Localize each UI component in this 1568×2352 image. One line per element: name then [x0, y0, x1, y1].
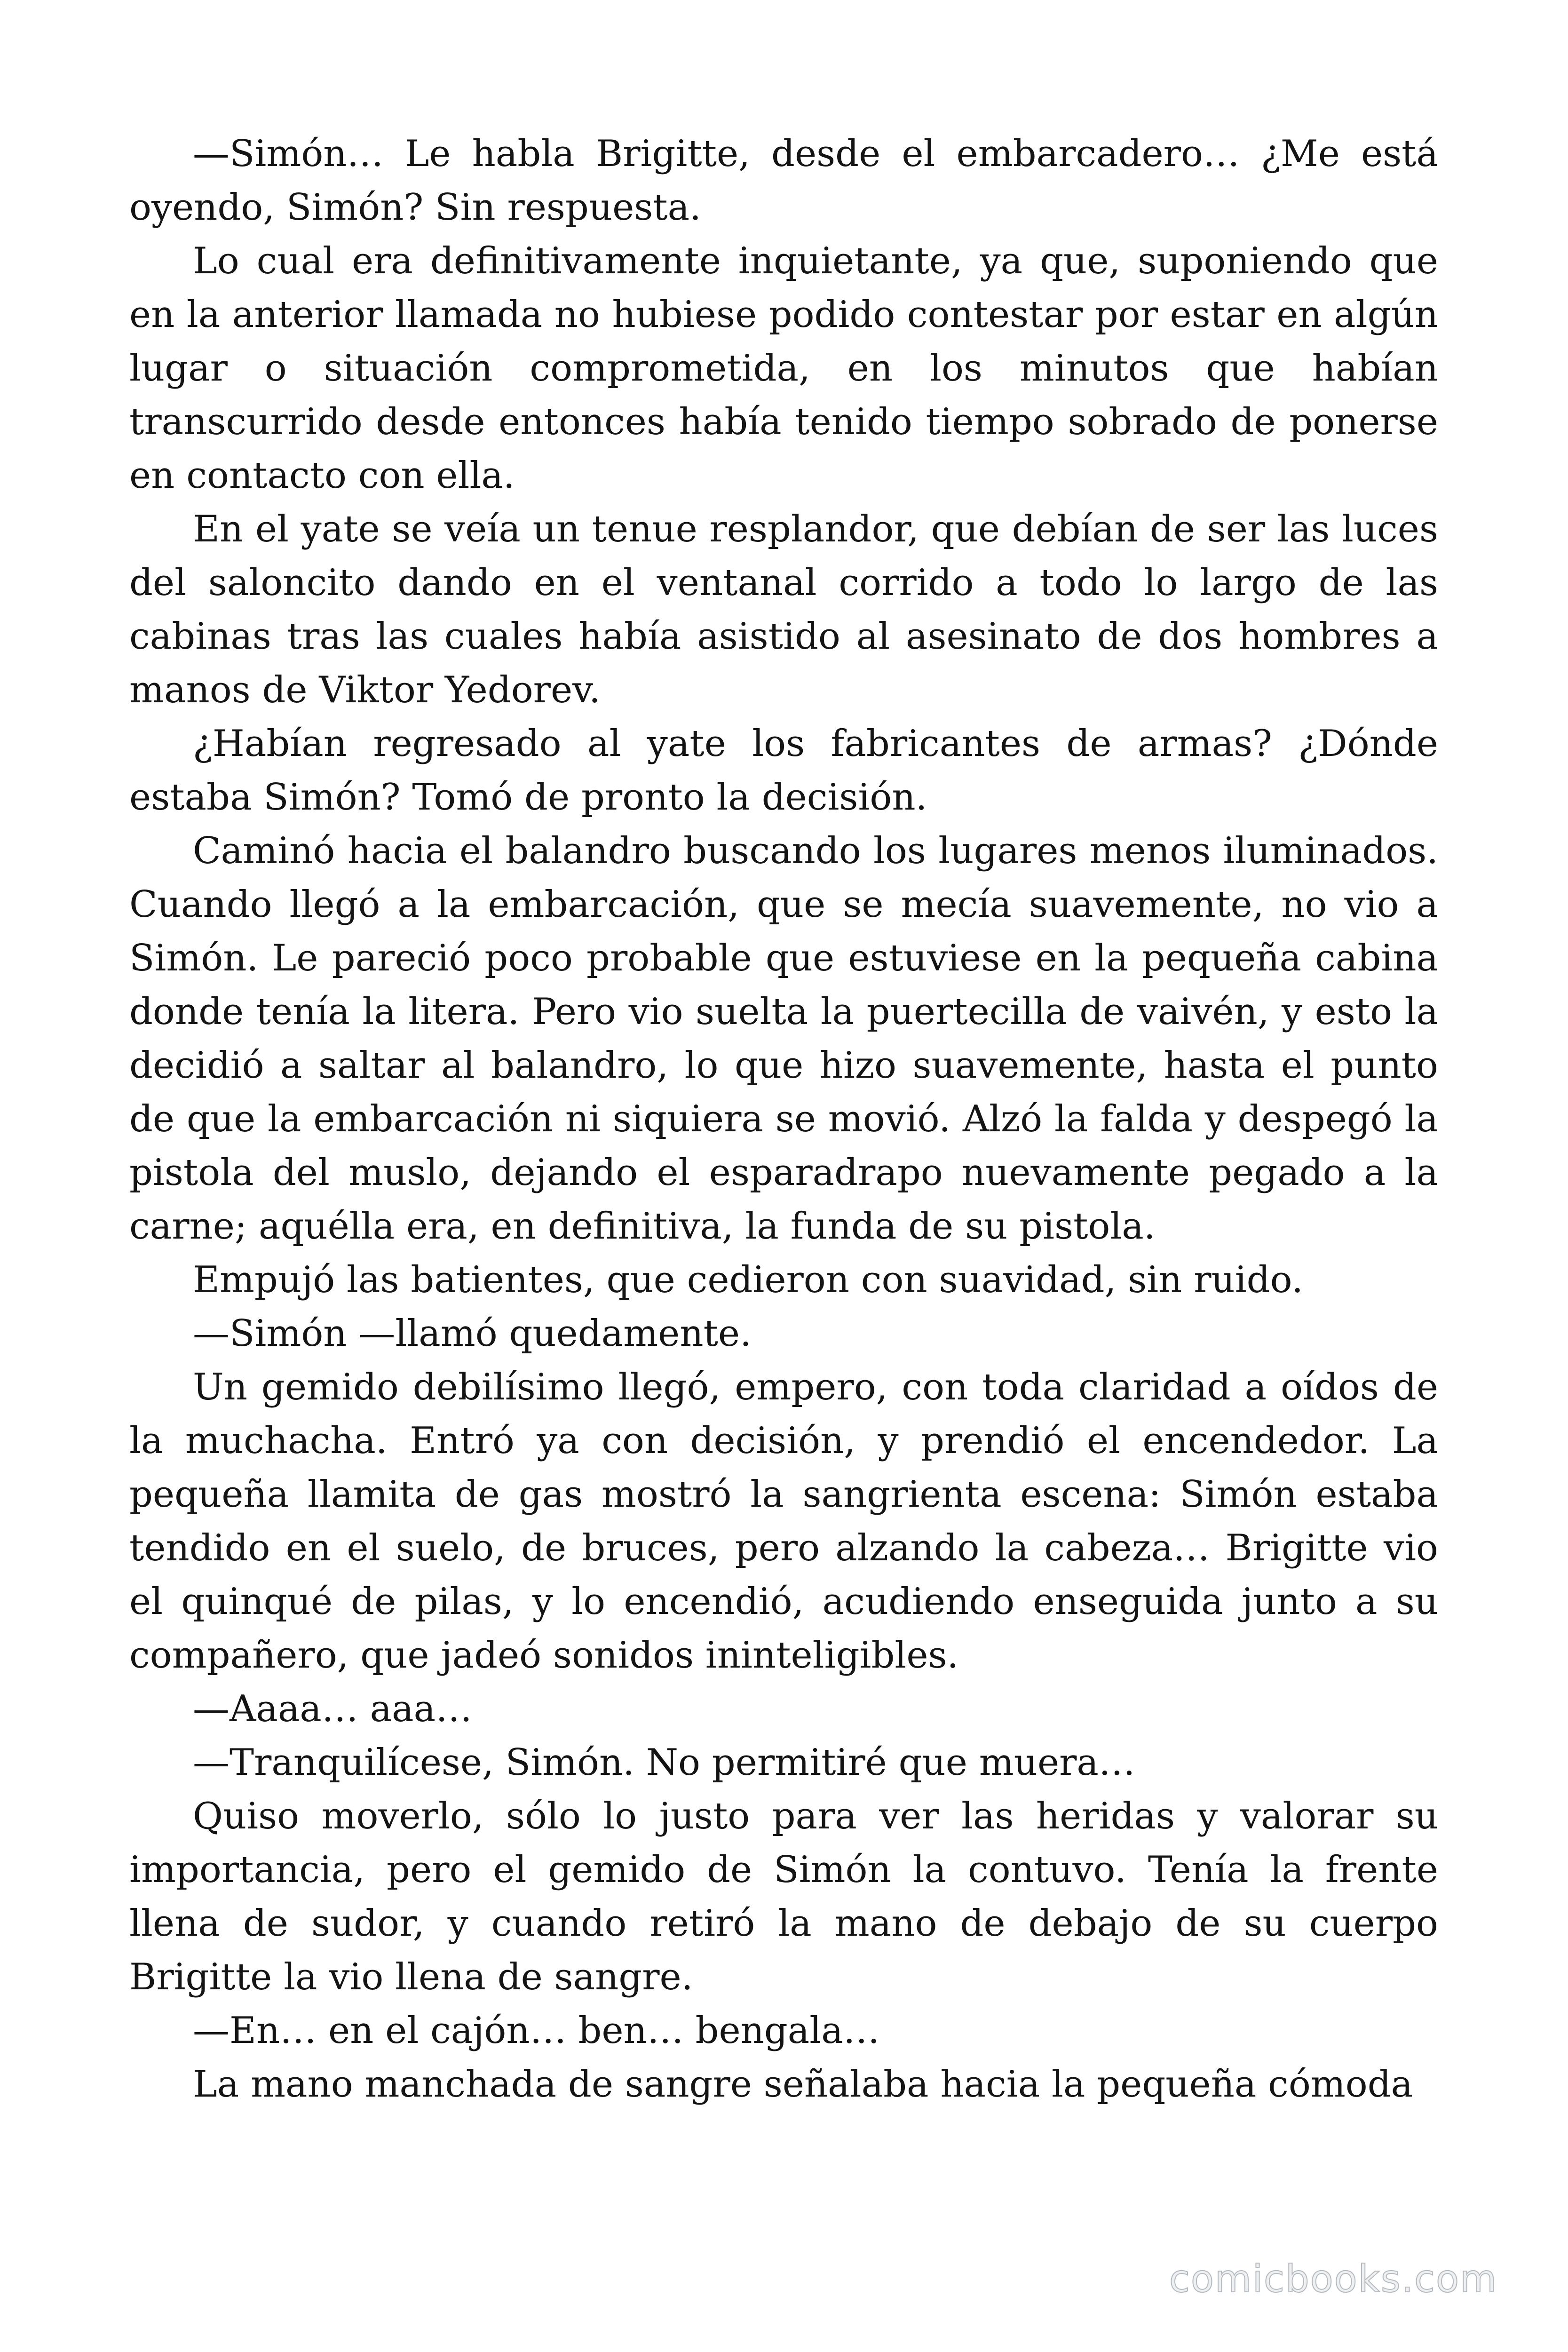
paragraph: Empujó las batientes, que cedieron con suavidad, sin ruido.: [193, 1259, 1303, 1301]
paragraph: En el yate se veía un tenue resplandor, que debían de ser las luces del saloncito dando en el ventanal corrido a todo lo largo de las cabinas tras las cuales había asistido al asesinato de dos hombres a manos de Viktor Yedorev.: [129, 508, 1438, 711]
paragraph: —Tranquilícese, Simón. No permitiré que muera…: [193, 1741, 1135, 1784]
paragraph: —Simón… Le habla Brigitte, desde el embarcadero… ¿Me está oyendo, Simón? Sin respuesta.: [129, 133, 1438, 229]
paragraph: La mano manchada de sangre señalaba hacia la pequeña cómoda: [193, 2063, 1413, 2106]
paragraph: Quiso moverlo, sólo lo justo para ver las heridas y valorar su importancia, pero el gemido de Simón la contuvo. Tenía la frente llena de sudor, y cuando retiró la mano de debajo de su cuerpo Brigitte la vio llena de sangre.: [129, 1795, 1438, 1998]
book-page-text: [129, 127, 1438, 2111]
paragraph: —En… en el cajón… ben… bengala…: [193, 2010, 880, 2052]
paragraph: Lo cual era definitivamente inquietante, ya que, suponiendo que en la anterior llamada no hubiese podido contestar por estar en algún lugar o situación comprometida, en los minutos que habían transcurrido desde entonces había tenido tiempo sobrado de ponerse en contacto con ella.: [129, 240, 1438, 497]
paragraph: Caminó hacia el balandro buscando los lugares menos iluminados. Cuando llegó a la embarcación, que se mecía suavemente, no vio a Simón. Le pareció poco probable que estuviese en la pequeña cabina donde tenía la litera. Pero vio suelta la puertecilla de vaivén, y esto la decidió a saltar al balandro, lo que hizo suavemente, hasta el punto de que la embarcación ni siquiera se movió. Alzó la falda y despegó la pistola del muslo, dejando el esparadrapo nuevamente pegado a la carne; aquélla era, en definitiva, la funda de su pistola.: [129, 830, 1438, 1248]
watermark: comicbooks.com: [1169, 2257, 1497, 2301]
paragraph: —Aaaa… aaa…: [193, 1688, 473, 1730]
paragraph: Un gemido debilísimo llegó, empero, con toda claridad a oídos de la muchacha. Entró ya con decisión, y prendió el encendedor. La pequeña llamita de gas mostró la sangrienta escena: Simón estaba tendido en el suelo, de bruces, pero alzando la cabeza… Brigitte vio el quinqué de pilas, y lo encendió, acudiendo enseguida junto a su compañero, que jadeó sonidos ininteligibles.: [129, 1366, 1438, 1677]
paragraph: —Simón —llamó quedamente.: [193, 1312, 752, 1355]
paragraph: ¿Habían regresado al yate los fabricantes de armas? ¿Dónde estaba Simón? Tomó de pronto la decisión.: [129, 723, 1438, 818]
